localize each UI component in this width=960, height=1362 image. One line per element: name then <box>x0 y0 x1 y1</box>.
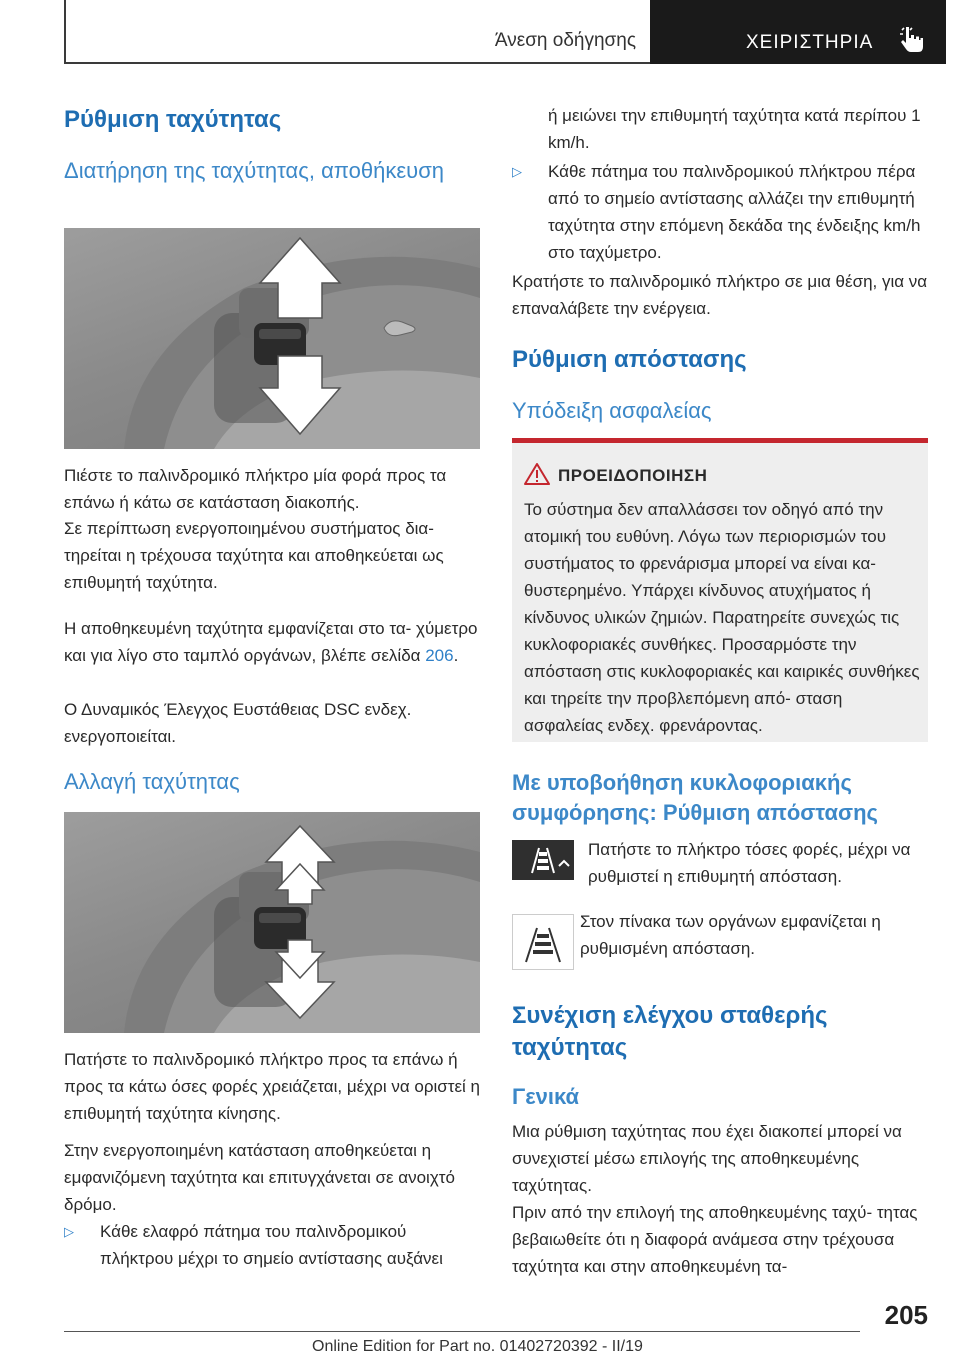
page-reference-link[interactable]: 206 <box>425 646 454 665</box>
hand-pointer-icon <box>898 24 926 54</box>
footer-edition: Online Edition for Part no. 01402720392 - II/19 <box>312 1338 643 1355</box>
rocker-switch-illustration <box>64 228 480 449</box>
warning-body: Το σύστημα δεν απαλλάσσει τον οδηγό από την ατομική του ευθύνη. Λόγω των περιορισμών του συστήματος το φρενάρισμα μπορεί να είναι κα‐ θυστερημένο. Υπάρχει κίνδυνος ατυχήματος ή κίνδυνος υλικών ζημιών. Παρατηρείτε συνεχώς τις κυκλοφοριακές συνθήκες. Προσαρμόστε την απόσταση στις κυκλοφοριακές και καιρικές συνθήκες και τηρείτε την προβλεπόμενη από‐ σταση ασφαλείας ενδεχ. φρενάροντας. <box>524 500 920 735</box>
header-chapter-tab <box>650 0 946 64</box>
paragraph-activated-state: Στην ενεργοποιημένη κατάσταση αποθηκεύεται η εμφανιζόμενη ταχύτητα και επιτυγχάνεται σε ανοιχτό δρόμο. <box>64 1141 455 1214</box>
heading-distance-setting: Ρύθμιση απόστασης <box>512 346 747 373</box>
rocker-switch-illustration-2 <box>64 812 480 1033</box>
steering-wheel-photo-2 <box>64 812 480 1033</box>
paragraph-press-rocker: Πιέστε το παλινδρομικό πλήκτρο μία φορά προς τα επάνω ή κάτω σε κατάσταση διακοπής. <box>64 466 447 512</box>
triangle-bullet-icon: ▷ <box>64 1224 74 1239</box>
paragraph-display-distance: Στον πίνακα των οργάνων εμφανίζεται η ρυθμισμένη απόσταση. <box>580 912 881 958</box>
heading-resume-cruise: Συνέχιση ελέγχου σταθερής ταχύτητας <box>512 1002 828 1061</box>
steering-wheel-photo-1 <box>64 228 480 449</box>
paragraph-dsc: Ο Δυναμικός Έλεγχος Ευστάθειας DSC ενδεχ. ενεργοποιείται. <box>64 700 412 746</box>
header-section-title: Άνεση οδήγησης <box>494 30 636 51</box>
header-underline <box>64 62 650 64</box>
paragraph-active-system: Σε περίπτωση ενεργοποιημένου συστήματος δια‐ τηρείται η τρέχουσα ταχύτητα και αποθηκεύεται ως επιθυμητή ταχύτητα. <box>64 519 444 592</box>
paragraph-stored-speed-text: Η αποθηκευμένη ταχύτητα εμφανίζεται στο τα‐ χύμετρο και για λίγο στο ταμπλό οργάνων, βλέπε σελίδα <box>64 619 478 665</box>
heading-traffic-jam-assist: Με υποβοήθηση κυκλοφοριακής συμφόρησης: Ρύθμιση απόστασης <box>512 770 878 825</box>
page-number: 205 <box>884 1300 928 1330</box>
paragraph-hold-rocker: Κρατήστε το παλινδρομικό πλήκτρο σε μια θέση, για να επαναλάβετε την ενέργεια. <box>512 272 928 318</box>
distance-button-icon <box>512 840 574 880</box>
heading-speed-setting: Ρύθμιση ταχύτητας <box>64 106 282 133</box>
warning-triangle-icon <box>524 462 550 486</box>
paragraph-stored-speed-end: . <box>453 646 459 665</box>
paragraph-press-button-distance: Πατήστε το πλήκτρο τόσες φορές, μέχρι να ρυθμιστεί η επιθυμητή απόσταση. <box>588 840 911 886</box>
header-chapter-label: ΧΕΙΡΙΣΤΗΡΙΑ <box>746 32 874 53</box>
bullet-press-past-resistance <box>512 158 928 268</box>
paragraph-stored-speed <box>64 615 480 669</box>
warning-box <box>512 438 928 742</box>
footer-divider <box>64 1331 860 1332</box>
triangle-bullet-icon: ▷ <box>512 164 522 179</box>
heading-maintain-store: Διατήρηση της ταχύτητας, αποθήκευση <box>64 158 445 183</box>
bullet-text-cont: ή μειώνει την επιθυμητή ταχύτητα κατά περίπου 1 km/h. <box>548 106 921 152</box>
paragraph-resume-info: Μια ρύθμιση ταχύτητας που έχει διακοπεί μπορεί να συνεχιστεί μέσω επιλογής της αποθηκευμένης ταχύτητας. <box>512 1122 902 1195</box>
bullet-text: Κάθε πάτημα του παλινδρομικού πλήκτρου πέρα από το σημείο αντίστασης αλλάζει την επιθυμητή ταχύτητα στην επόμενη δεκάδα της ένδειξης km/h στο ταχύμετρο. <box>548 162 921 262</box>
paragraph-before-selecting: Πριν από την επιλογή της αποθηκευμένης ταχύ‐ τητας βεβαιωθείτε ότι η διαφορά ανάμεσα στην τρέχουσα ταχύτητα και στην αποθηκευμένη τα‐ <box>512 1203 918 1276</box>
warning-title: ΠΡΟΕΙΔΟΠΟΙΗΣΗ <box>558 466 708 485</box>
warning-top-bar <box>512 438 928 443</box>
bullet-text: Κάθε ελαφρό πάτημα του παλινδρομικού πλήκτρου μέχρι το σημείο αντίστασης αυξάνει <box>100 1222 443 1268</box>
bullet-light-press <box>64 1218 480 1278</box>
paragraph-press-up-down: Πατήστε το παλινδρομικό πλήκτρο προς τα επάνω ή προς τα κάτω όσες φορές χρειάζεται, μέχρι να οριστεί η επιθυμητή ταχύτητα κίνησης. <box>64 1050 481 1123</box>
distance-display-icon <box>512 914 574 970</box>
heading-safety-note: Υπόδειξη ασφαλείας <box>512 398 712 423</box>
heading-general: Γενικά <box>512 1084 580 1109</box>
heading-change-speed: Αλλαγή ταχύτητας <box>64 769 240 794</box>
bullet-light-press-cont <box>512 102 928 162</box>
